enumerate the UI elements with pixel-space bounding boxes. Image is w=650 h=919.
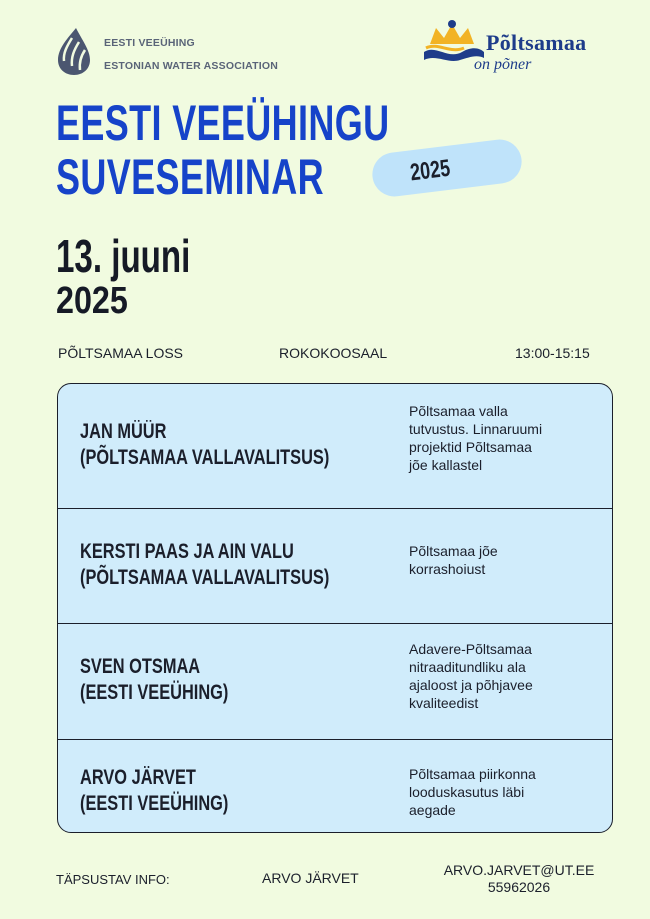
org-name-en: ESTONIAN WATER ASSOCIATION <box>104 60 278 72</box>
agenda-row <box>58 624 612 740</box>
speaker-name: JAN MÜÜR <box>80 420 167 443</box>
topic-line: Põltsamaa jõe <box>409 543 498 559</box>
venue-location: PÕLTSAMAA LOSS <box>58 345 184 361</box>
topic-line: aegade <box>409 802 456 818</box>
speaker-organization: (EESTI VEEÜHING) <box>80 792 229 815</box>
agenda-table <box>57 383 613 833</box>
speaker-organization: (PÕLTSAMAA VALLAVALITSUS) <box>80 566 330 589</box>
contact-phone[interactable]: 55962026 <box>487 879 551 895</box>
eesti-veeuhing-logo <box>52 26 312 78</box>
topic-line: Adavere-Põltsamaa <box>409 641 532 657</box>
speaker-organization: (PÕLTSAMAA VALLAVALITSUS) <box>80 446 330 469</box>
speaker <box>80 539 329 591</box>
venue-room: ROKOKOOSAAL <box>279 345 388 361</box>
title-line-1: EESTI VEEÜHINGU <box>56 95 390 151</box>
speaker-name: SVEN OTSMAA <box>80 655 201 678</box>
agenda-row <box>58 740 612 833</box>
event-time: 13:00-15:15 <box>515 345 590 361</box>
event-year: 2025 <box>56 280 128 322</box>
agenda-row <box>58 509 612 624</box>
topic-line: Põltsamaa valla <box>409 403 508 419</box>
contact-label: TÄPSUSTAV INFO: <box>56 872 170 887</box>
year-badge <box>370 137 524 199</box>
talk-topic <box>409 640 589 712</box>
speaker <box>80 765 228 817</box>
speaker <box>80 654 228 706</box>
town-tagline: on põner <box>474 56 532 73</box>
speaker <box>80 419 329 471</box>
speaker-name: ARVO JÄRVET <box>80 766 196 789</box>
poltsamaa-logo <box>422 18 622 82</box>
speaker-organization: (EESTI VEEÜHING) <box>80 681 229 704</box>
topic-line: korrashoiust <box>409 561 486 577</box>
topic-line: nitraaditundliku ala <box>409 659 526 675</box>
speaker-name: KERSTI PAAS JA AIN VALU <box>80 540 294 563</box>
org-name-et: EESTI VEEÜHING <box>104 37 195 49</box>
talk-topic <box>409 542 589 578</box>
town-name: Põltsamaa <box>486 30 587 55</box>
water-drop-logo-icon <box>52 26 96 76</box>
topic-line: looduskasutus läbi <box>409 784 525 800</box>
talk-topic <box>409 765 589 819</box>
talk-topic <box>409 402 589 474</box>
topic-line: projektid Põltsamaa <box>409 439 532 455</box>
topic-line: jõe kallastel <box>409 457 483 473</box>
topic-line: tutvustus. Linnaruumi <box>409 421 543 437</box>
contact-email[interactable]: ARVO.JARVET@UT.EE <box>443 862 595 878</box>
topic-line: kvaliteedist <box>409 695 479 711</box>
topic-line: ajaloost ja põhjavee <box>409 677 533 693</box>
year-badge-text: 2025 <box>408 154 452 187</box>
event-date: 13. juuni <box>56 230 191 282</box>
agenda-row <box>58 384 612 509</box>
topic-line: Põltsamaa piirkonna <box>409 766 536 782</box>
contact-name: ARVO JÄRVET <box>262 870 359 886</box>
title-line-2: SUVESEMINAR <box>56 149 325 205</box>
